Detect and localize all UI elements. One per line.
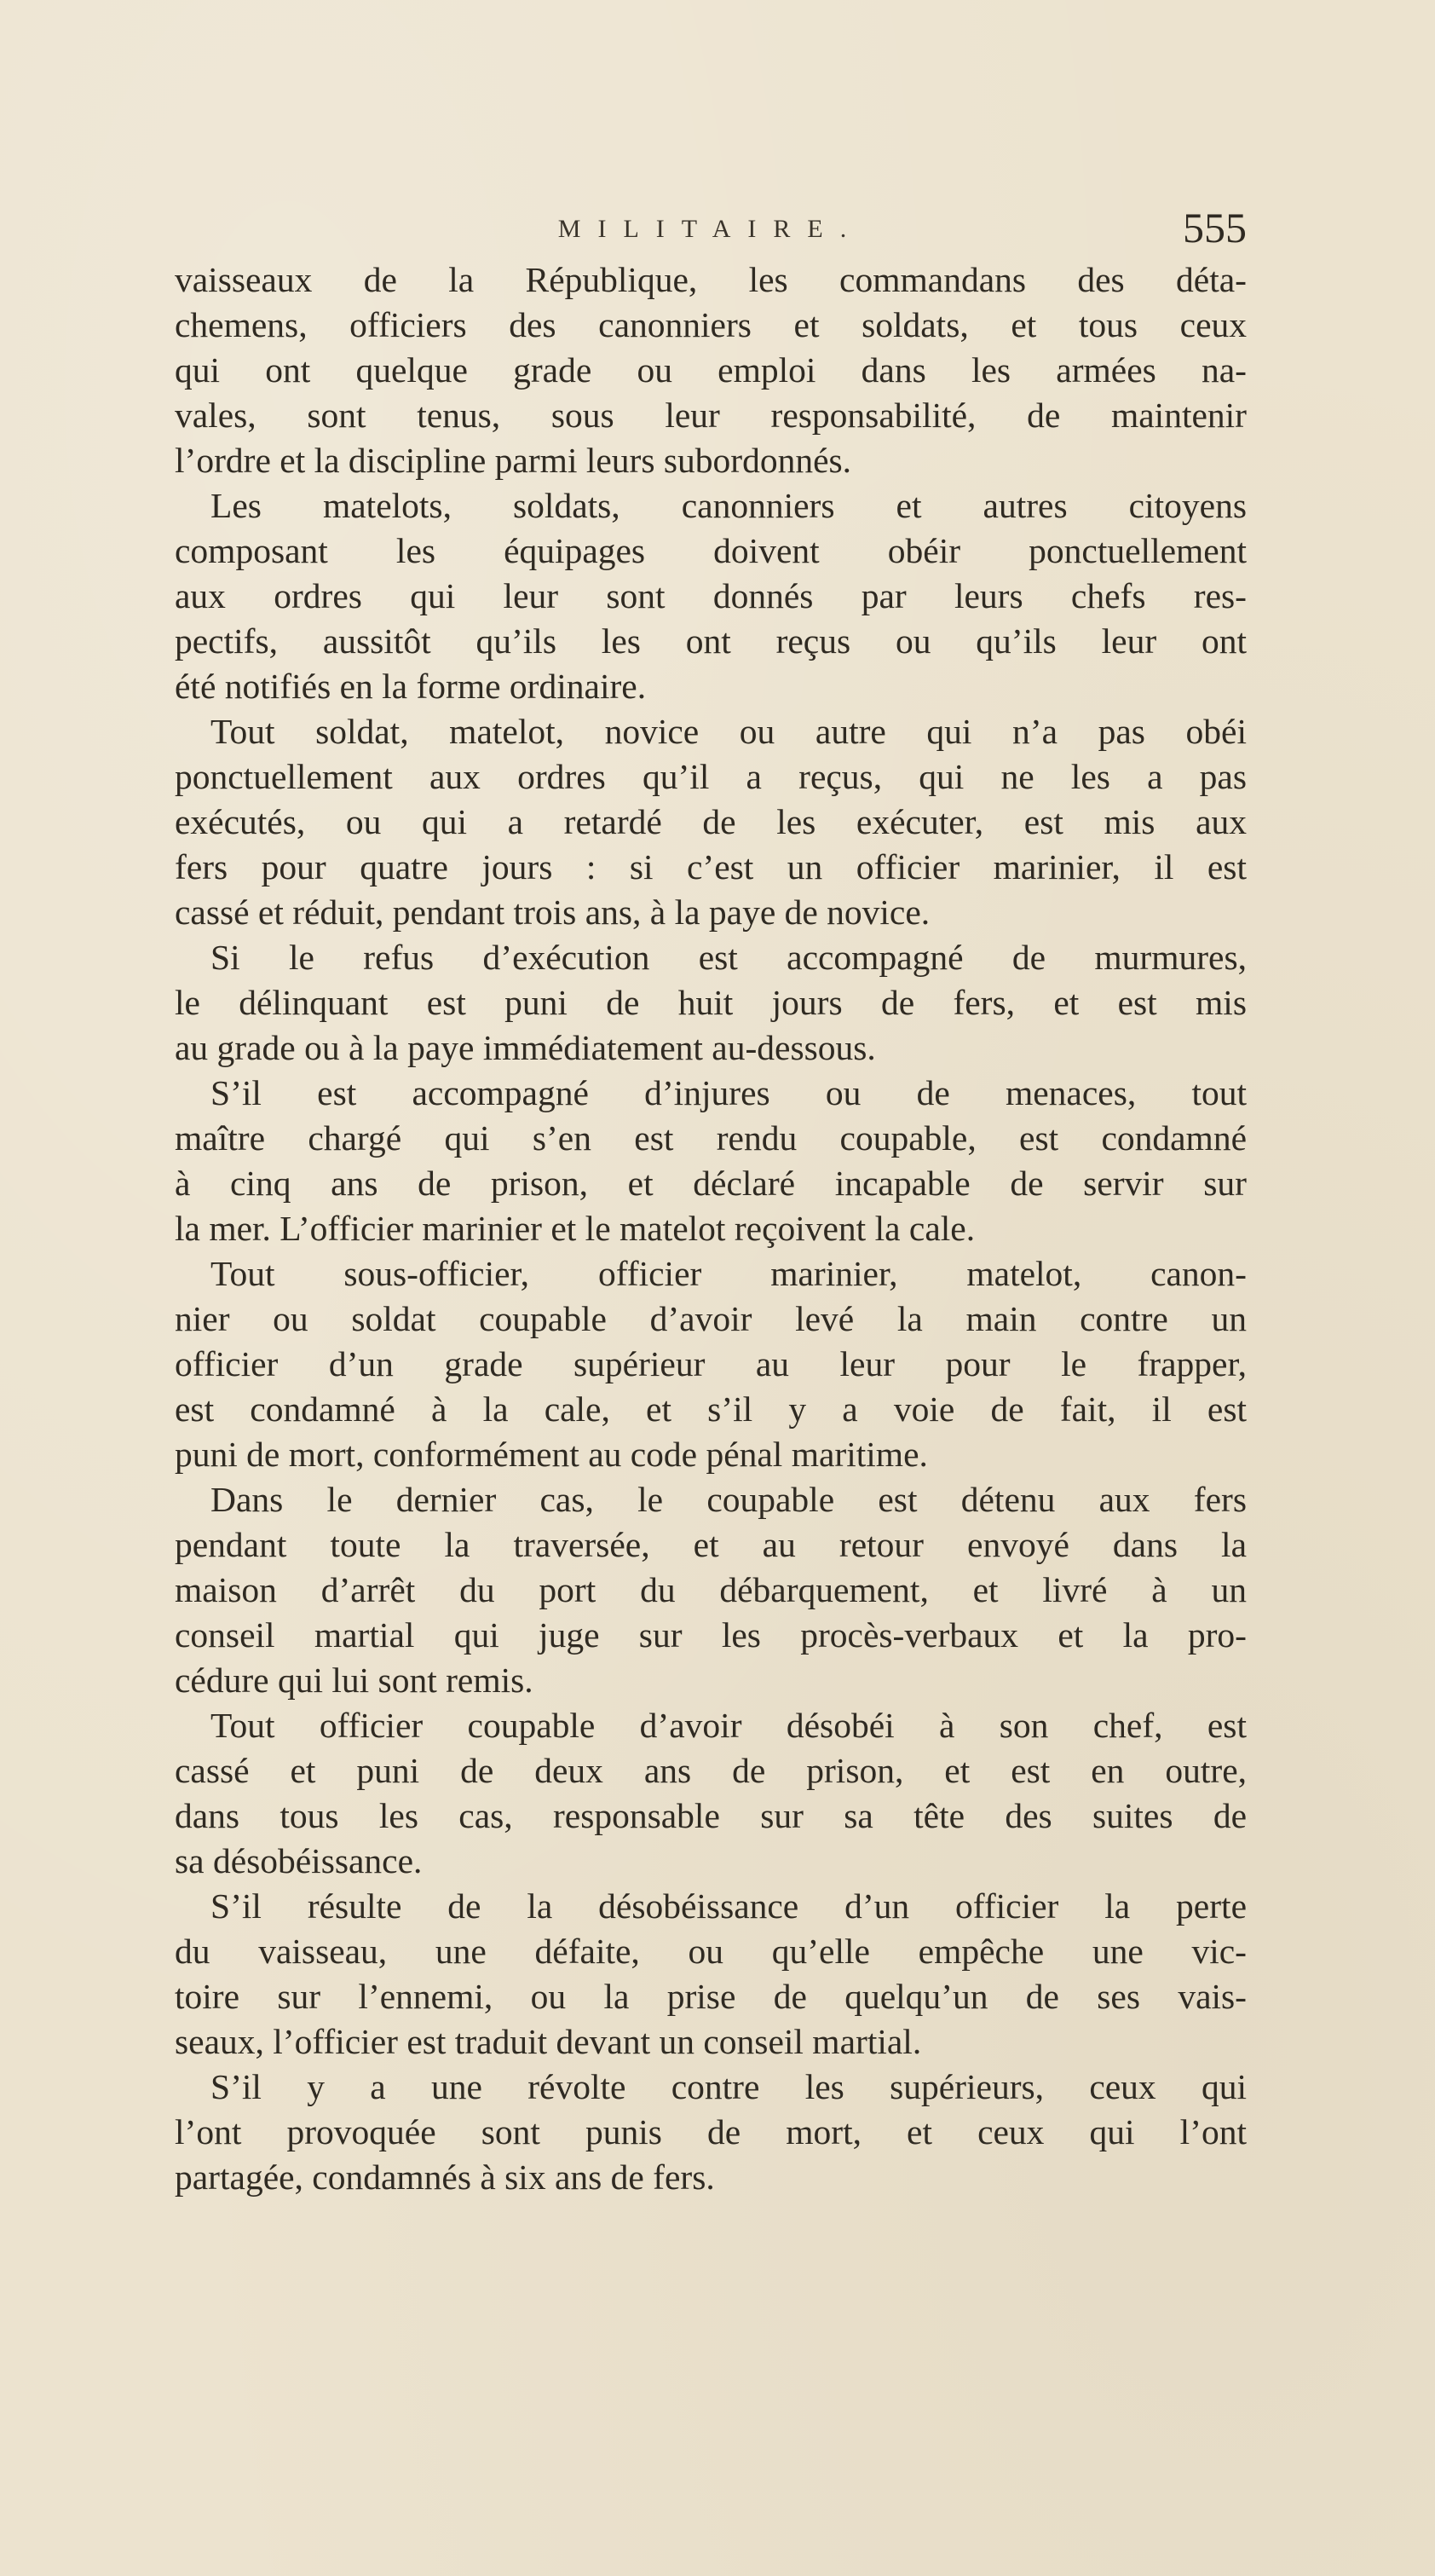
text-line: cassé et puni de deux ans de prison, et est en outre, <box>175 1751 1247 1790</box>
text-line: Si le refus d’exécution est accompagné de murmures, <box>210 938 1247 977</box>
text-line: qui ont quelque grade ou emploi dans les armées na- <box>175 350 1247 390</box>
text-line: vales, sont tenus, sous leur responsabilité, de maintenir <box>175 396 1247 435</box>
paragraph <box>175 1251 1247 1477</box>
paragraph <box>175 935 1247 1071</box>
running-title: MILITAIRE. <box>557 215 864 243</box>
text-line: maison d’arrêt du port du débarquement, et livré à un <box>175 1570 1247 1609</box>
text-line: vaisseaux de la République, les commandans des déta- <box>175 260 1247 299</box>
text-line: S’il y a une révolte contre les supérieurs, ceux qui <box>210 2067 1247 2106</box>
text-line: l’ordre et la discipline parmi leurs subordonnés. <box>175 441 852 480</box>
text-line: partagée, condamnés à six ans de fers. <box>175 2157 715 2197</box>
paragraph <box>175 1884 1247 2065</box>
text-line: cédure qui lui sont remis. <box>175 1661 533 1700</box>
text-line: sa désobéissance. <box>175 1841 423 1880</box>
text-line: cassé et réduit, pendant trois ans, à la paye de novice. <box>175 892 931 932</box>
text-line: seaux, l’officier est traduit devant un conseil martial. <box>175 2022 922 2061</box>
text-line: au grade ou à la paye immédiatement au-dessous. <box>175 1028 876 1067</box>
paragraph <box>175 2065 1247 2200</box>
text-line: Tout soldat, matelot, novice ou autre qui n’a pas obéi <box>210 712 1247 751</box>
text-line: fers pour quatre jours : si c’est un officier marinier, il est <box>175 847 1247 887</box>
text-line: composant les équipages doivent obéir ponctuellement <box>175 531 1247 570</box>
text-line: nier ou soldat coupable d’avoir levé la main contre un <box>175 1299 1247 1338</box>
page-header <box>175 203 1247 263</box>
text-line: à cinq ans de prison, et déclaré incapable de servir sur <box>175 1164 1247 1203</box>
paragraph <box>175 1071 1247 1251</box>
paragraph <box>175 1477 1247 1703</box>
text-line: Les matelots, soldats, canonniers et autres citoyens <box>210 486 1247 525</box>
paragraph <box>175 709 1247 935</box>
body-text <box>175 257 1247 2200</box>
text-line: S’il résulte de la désobéissance d’un officier la perte <box>210 1886 1247 1926</box>
text-line: Tout sous-officier, officier marinier, matelot, canon- <box>210 1254 1247 1293</box>
text-line: du vaisseau, une défaite, ou qu’elle empêche une vic- <box>175 1932 1247 1971</box>
paragraph <box>175 483 1247 709</box>
text-line: été notifiés en la forme ordinaire. <box>175 667 647 706</box>
text-line: Tout officier coupable d’avoir désobéi à son chef, est <box>210 1706 1247 1745</box>
paragraph <box>175 1703 1247 1884</box>
page-number: 555 <box>1183 204 1247 251</box>
text-line: S’il est accompagné d’injures ou de menaces, tout <box>210 1073 1247 1112</box>
text-line: la mer. L’officier marinier et le matelot reçoivent la cale. <box>175 1209 976 1248</box>
text-line: le délinquant est puni de huit jours de fers, et est mis <box>175 983 1247 1022</box>
text-line: pectifs, aussitôt qu’ils les ont reçus ou qu’ils leur ont <box>175 621 1247 661</box>
text-line: conseil martial qui juge sur les procès-verbaux et la pro- <box>175 1615 1247 1655</box>
text-line: Dans le dernier cas, le coupable est détenu aux fers <box>210 1480 1247 1519</box>
text-line: pendant toute la traversée, et au retour envoyé dans la <box>175 1525 1247 1564</box>
text-line: officier d’un grade supérieur au leur pour le frapper, <box>175 1344 1247 1383</box>
text-line: toire sur l’ennemi, ou la prise de quelqu’un de ses vais- <box>175 1977 1247 2016</box>
paragraph <box>175 257 1247 483</box>
text-line: puni de mort, conformément au code pénal maritime. <box>175 1435 928 1474</box>
text-line: dans tous les cas, responsable sur sa tête des suites de <box>175 1796 1247 1835</box>
text-line: maître chargé qui s’en est rendu coupable, est condamné <box>175 1118 1247 1158</box>
text-line: ponctuellement aux ordres qu’il a reçus, qui ne les a pas <box>175 757 1247 796</box>
text-line: l’ont provoquée sont punis de mort, et ceux qui l’ont <box>175 2112 1247 2151</box>
text-line: exécutés, ou qui a retardé de les exécuter, est mis aux <box>175 802 1247 841</box>
text-line: est condamné à la cale, et s’il y a voie de fait, il est <box>175 1389 1247 1429</box>
text-line: chemens, officiers des canonniers et soldats, et tous ceux <box>175 305 1247 344</box>
text-line: aux ordres qui leur sont donnés par leurs chefs res- <box>175 576 1247 615</box>
